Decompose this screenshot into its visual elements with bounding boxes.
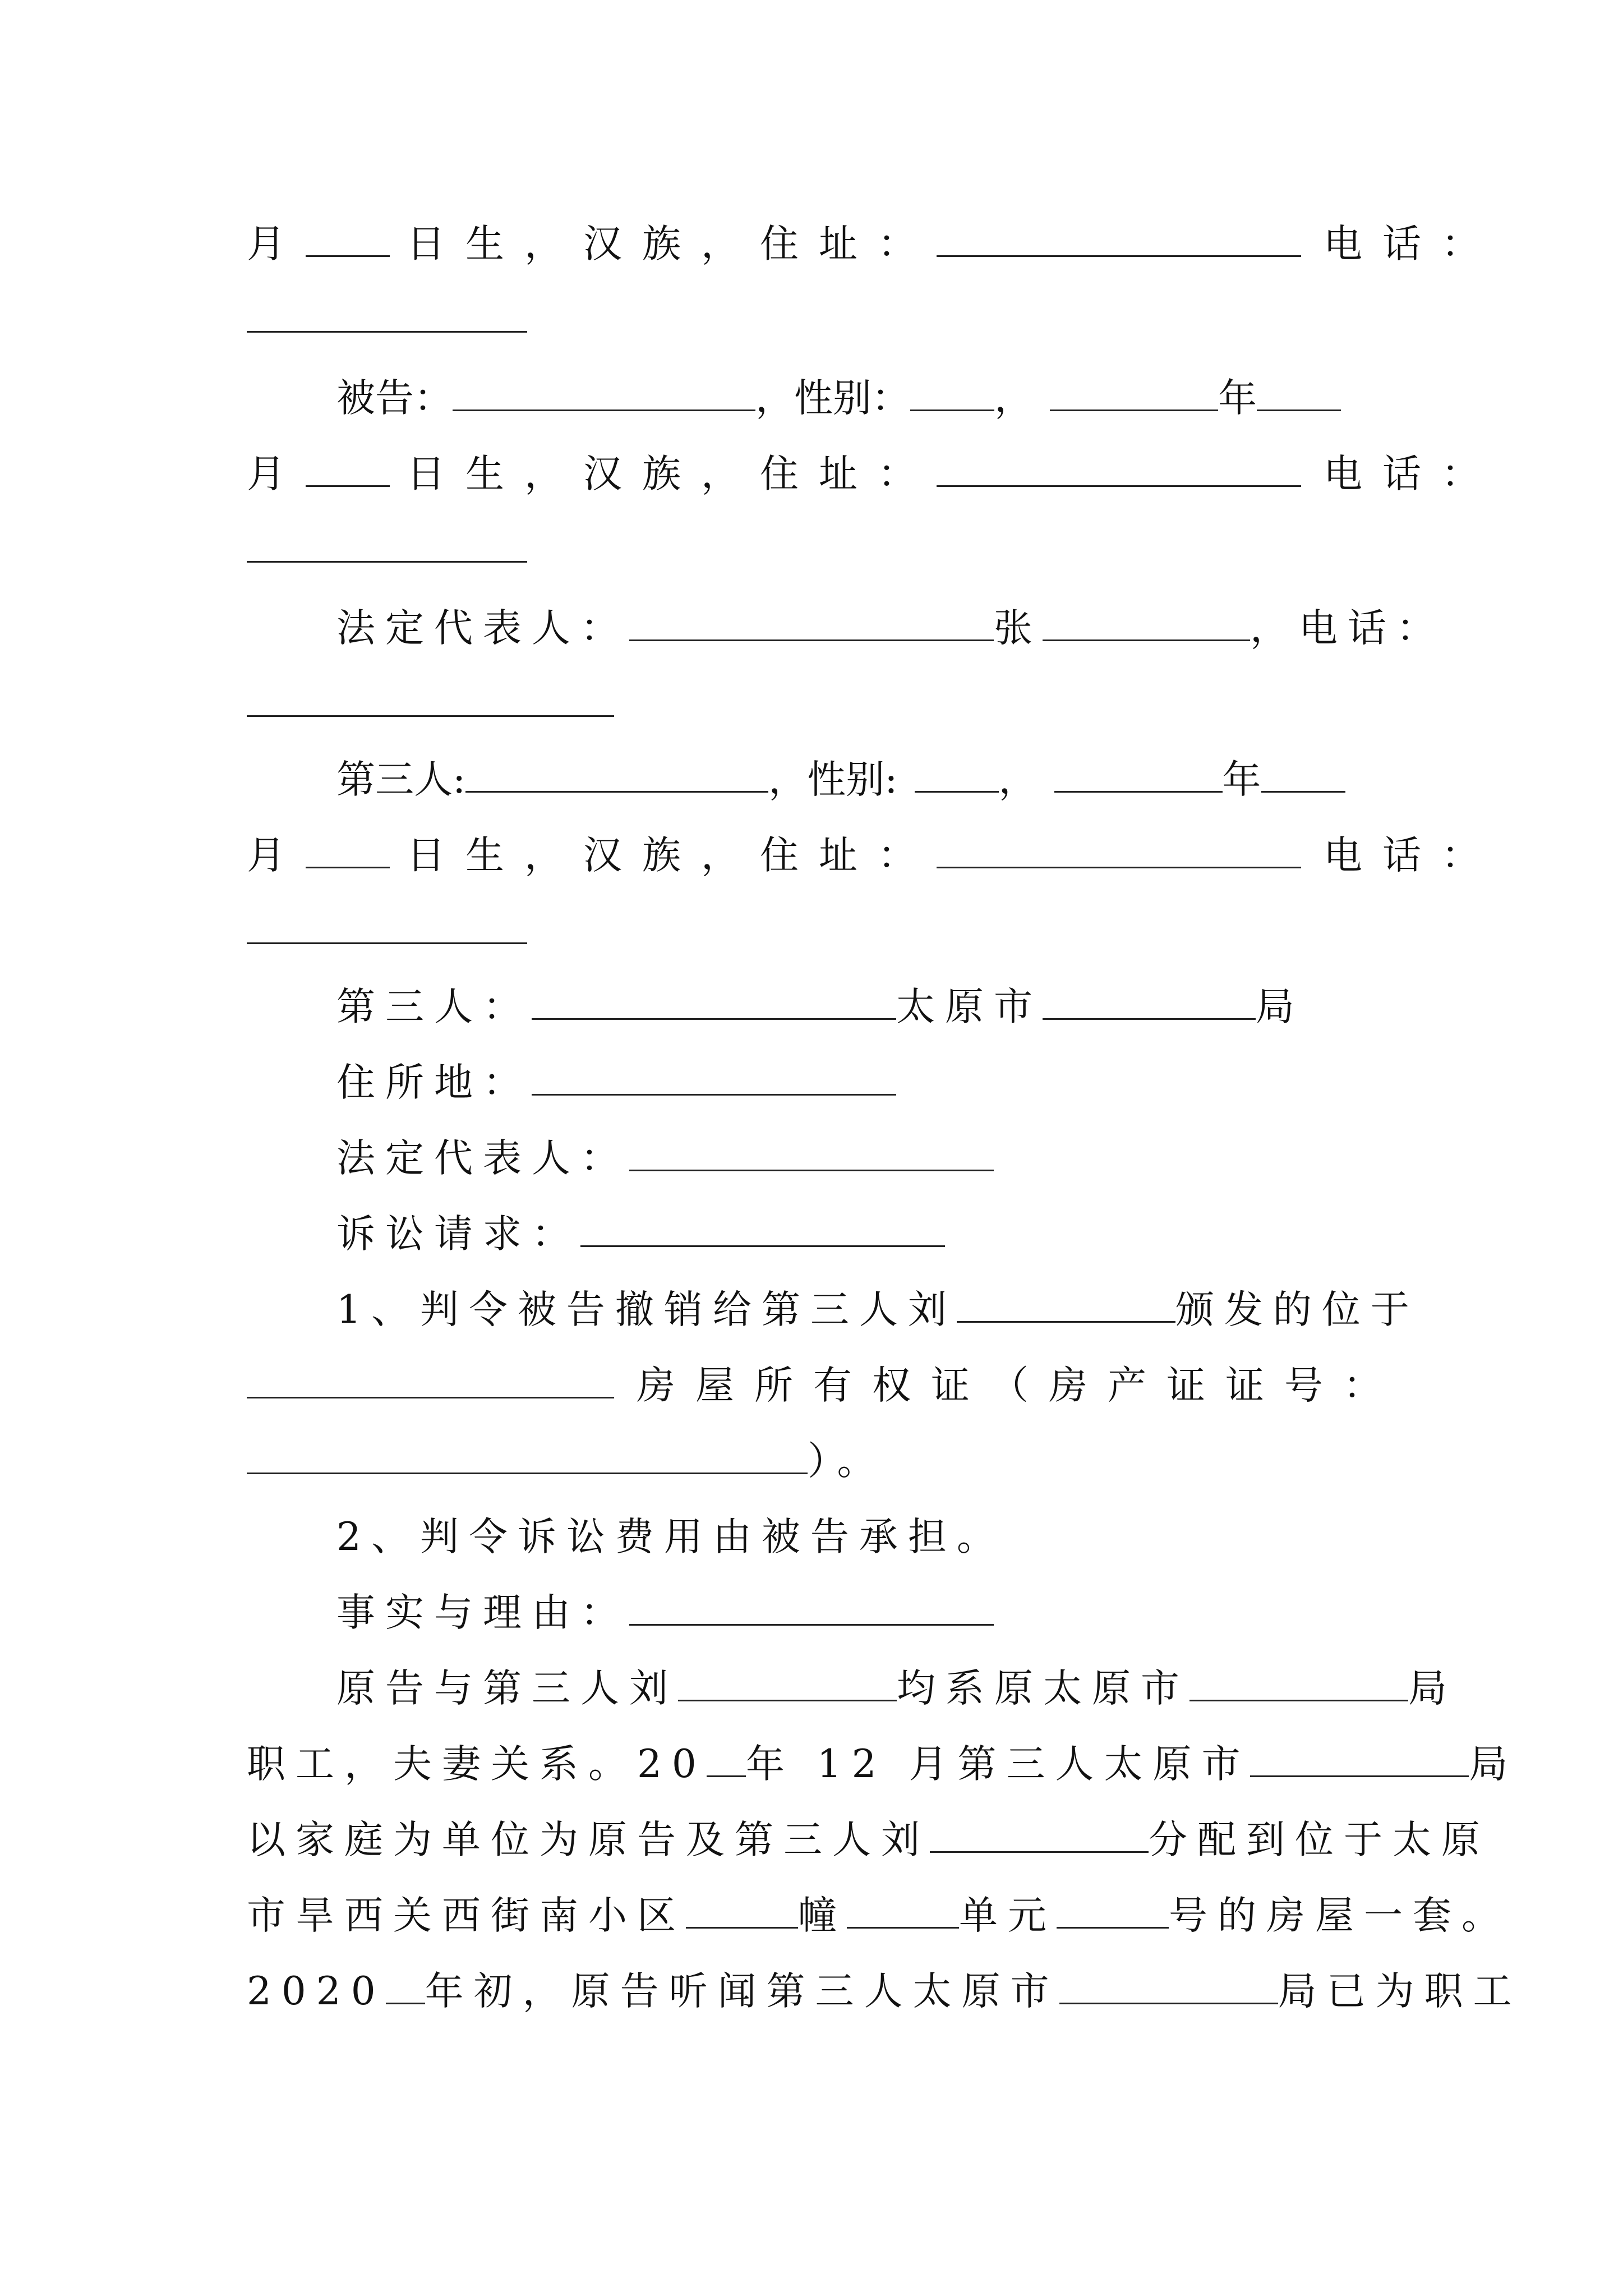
blank — [386, 1961, 425, 2004]
text: 事实与理由： — [336, 1590, 629, 1635]
text: 局 — [1408, 1666, 1457, 1711]
blank — [957, 1280, 1175, 1323]
line-7 — [247, 665, 614, 743]
blank — [910, 368, 994, 411]
text: 单元 — [959, 1893, 1057, 1938]
blank — [532, 1052, 896, 1096]
line-10 — [247, 892, 527, 970]
blank — [847, 1885, 959, 1929]
blank — [465, 749, 768, 793]
text: 电话： — [1324, 222, 1500, 266]
text: 月 — [247, 452, 306, 496]
blank — [1250, 1734, 1469, 1777]
text: 诉讼请求： — [336, 1212, 580, 1257]
text: 房屋所有权证（房产证证号： — [637, 1363, 1402, 1408]
text: 第三人： — [336, 984, 532, 1029]
text: 年 12 月第三人太原市 — [745, 1742, 1251, 1787]
line-9 — [247, 816, 1500, 895]
line-19 — [336, 1573, 994, 1652]
line-22 — [247, 1801, 1490, 1879]
text: 日生，汉族，住址： — [407, 452, 937, 496]
blank — [453, 368, 755, 411]
blank — [937, 214, 1301, 257]
blank — [247, 674, 614, 717]
text: 原告与第三人刘 — [336, 1666, 678, 1711]
blank — [1043, 598, 1250, 641]
text: 年初，原告听闻第三人太原市 — [425, 1969, 1059, 2014]
line-24 — [247, 1952, 1522, 2031]
line-3 — [336, 359, 1341, 438]
line-6 — [336, 589, 1445, 668]
text: 电话： — [1324, 833, 1500, 878]
blank — [629, 1128, 994, 1171]
text: 局 — [1469, 1742, 1518, 1787]
blank — [1043, 977, 1256, 1020]
blank — [1261, 749, 1345, 793]
line-2 — [247, 280, 527, 359]
text: 分配到位于太原 — [1149, 1818, 1490, 1862]
line-11 — [336, 968, 1304, 1046]
text: 日生，汉族，住址： — [407, 833, 937, 878]
blank — [1057, 1885, 1169, 1929]
line-23 — [247, 1876, 1510, 1955]
line-14 — [336, 1195, 945, 1273]
text: ，电话： — [1250, 606, 1445, 651]
text: ）。 — [808, 1439, 886, 1484]
blank — [247, 1355, 614, 1398]
text: 幢 — [798, 1893, 847, 1938]
line-13 — [336, 1119, 994, 1198]
text: 张 — [994, 606, 1043, 651]
text: 职工，夫妻关系。20 — [247, 1742, 707, 1787]
line-15 — [336, 1271, 1419, 1349]
blank — [247, 901, 527, 944]
text: 年 — [1222, 757, 1261, 802]
blank — [306, 825, 390, 868]
line-1 — [247, 205, 1500, 283]
text: 均系原太原市 — [897, 1666, 1189, 1711]
text: 被告： — [336, 376, 453, 421]
blank — [247, 289, 527, 333]
blank — [915, 749, 999, 793]
text: ， — [994, 376, 1033, 421]
blank — [707, 1734, 746, 1777]
text: 市旱西关西街南小区 — [247, 1893, 686, 1938]
text: ，性别: — [768, 757, 898, 802]
blank — [1189, 1658, 1408, 1701]
blank — [532, 977, 896, 1020]
blank — [580, 1204, 945, 1247]
text: 法定代表人： — [336, 1136, 629, 1181]
text: 月 — [247, 833, 306, 878]
blank — [678, 1658, 897, 1701]
text: 法定代表人： — [336, 606, 629, 651]
text: 以家庭为单位为原告及第三人刘 — [247, 1818, 930, 1862]
text: 1、判令被告撤销给第三人刘 — [336, 1287, 957, 1332]
text: 第三人: — [336, 757, 466, 802]
line-5 — [247, 510, 527, 589]
blank — [937, 825, 1301, 868]
text: 局已为职工 — [1278, 1969, 1522, 2014]
text: 局 — [1256, 984, 1304, 1029]
text: 太原市 — [896, 984, 1043, 1029]
blank — [629, 1582, 994, 1626]
text: ， — [998, 757, 1038, 802]
text: 月 — [247, 222, 306, 266]
blank — [247, 1431, 808, 1474]
line-8 — [336, 740, 1345, 819]
line-17 — [247, 1422, 886, 1501]
text: 2、判令诉讼费用由被告承担。 — [336, 1515, 1006, 1559]
text: 日生，汉族，住址： — [407, 222, 937, 266]
line-21 — [247, 1725, 1518, 1803]
blank — [306, 444, 390, 487]
blank — [1257, 368, 1341, 411]
line-18 — [336, 1498, 1006, 1576]
line-20 — [336, 1649, 1457, 1728]
blank — [247, 519, 527, 563]
blank — [1054, 749, 1223, 793]
blank — [1059, 1961, 1278, 2004]
blank — [629, 598, 994, 641]
text: 电话： — [1324, 452, 1500, 496]
text: 年 — [1218, 376, 1257, 421]
line-4 — [247, 435, 1500, 513]
line-12 — [336, 1043, 896, 1122]
blank — [930, 1810, 1149, 1853]
text: 2020 — [247, 1969, 386, 2014]
line-16 — [247, 1346, 1402, 1425]
text: 颁发的位于 — [1175, 1287, 1419, 1332]
text: ，性别： — [755, 376, 910, 421]
text: 号的房屋一套。 — [1169, 1893, 1510, 1938]
blank — [937, 444, 1301, 487]
text: 住所地： — [336, 1060, 532, 1105]
blank — [1050, 368, 1218, 411]
blank — [306, 214, 390, 257]
blank — [686, 1885, 798, 1929]
